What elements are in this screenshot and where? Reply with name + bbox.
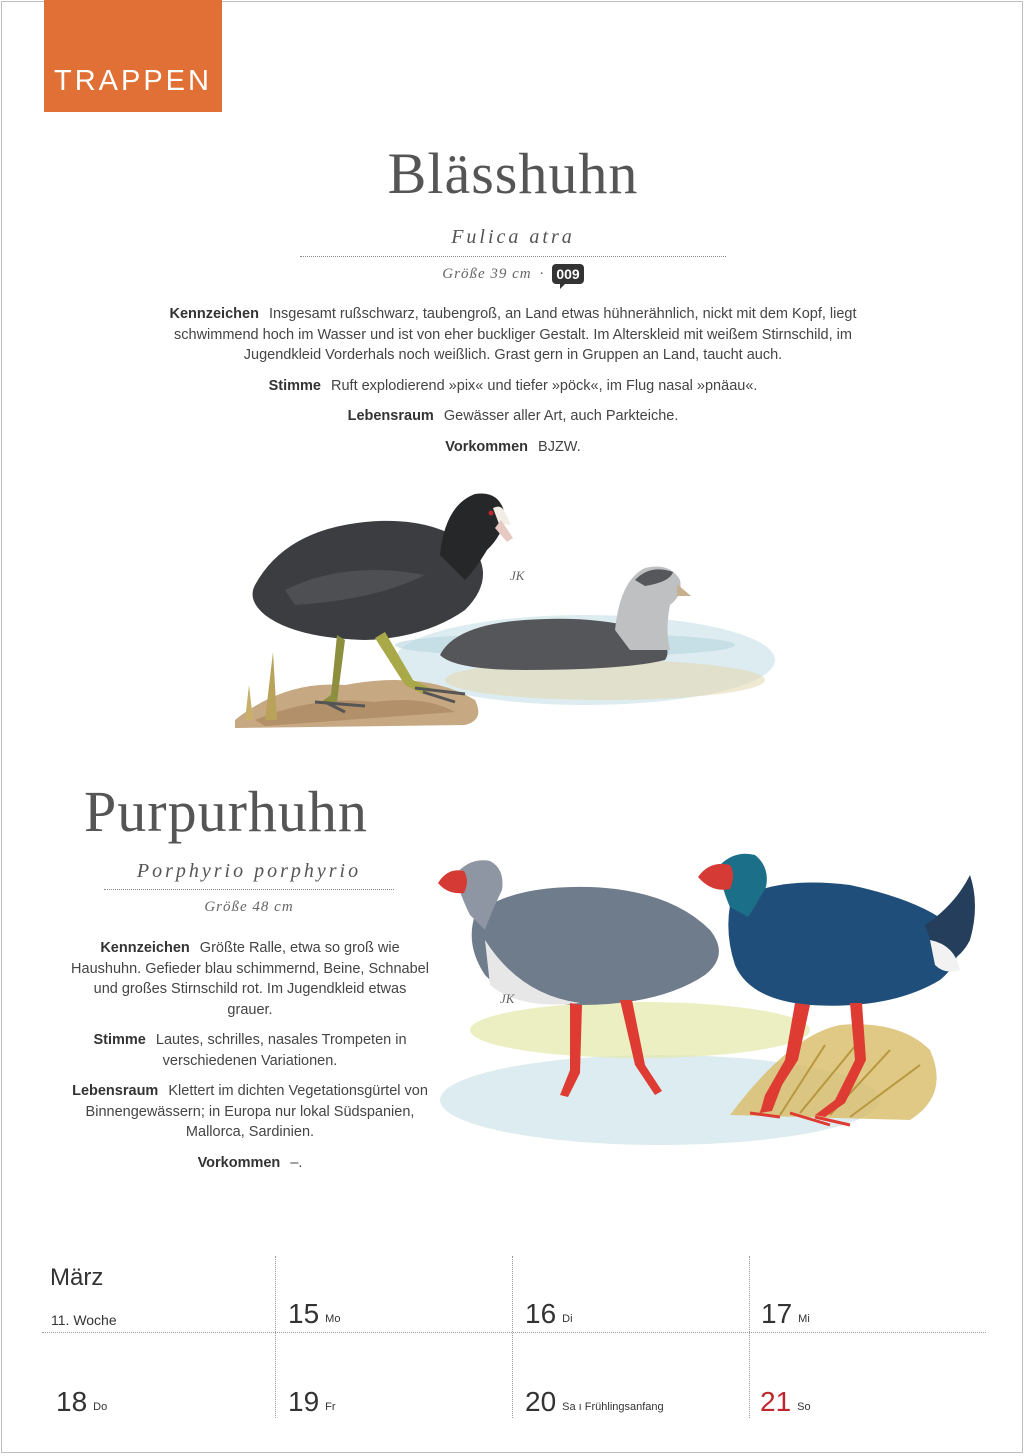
day-weekday: Di: [562, 1313, 573, 1325]
day-number: 18: [56, 1386, 88, 1417]
calendar-day-15[interactable]: [288, 1298, 340, 1330]
vorkommen-text: BJZW.: [538, 438, 581, 455]
lebensraum-label: Lebensraum: [347, 408, 434, 424]
calendar-day-20[interactable]: [525, 1386, 664, 1418]
species1-vorkommen: [150, 437, 876, 458]
day-weekday: Fr: [325, 1401, 336, 1413]
vorkommen-label: Vorkommen: [445, 438, 528, 455]
calendar-day-16[interactable]: [525, 1298, 573, 1330]
day-number: 19: [288, 1386, 320, 1417]
stimme-label: Stimme: [93, 1032, 146, 1048]
species2-kennzeichen: [70, 938, 430, 1020]
day-number: 17: [761, 1298, 793, 1329]
lebensraum-text: Klettert im dichten Vegetationsgürtel von Binnengewässern; in Europa nur lokal Südspanien, Mallorca, Sardinien.: [85, 1083, 428, 1140]
day-number: 15: [288, 1298, 320, 1329]
vorkommen-label: Vorkommen: [197, 1154, 281, 1171]
calendar-week: 11. Woche: [51, 1312, 117, 1328]
calendar-col-divider: [749, 1256, 750, 1418]
swamphen-illustration: [430, 845, 990, 1155]
stimme-text: Lautes, schrilles, nasales Trompeten in verschiedenen Variationen.: [155, 1032, 407, 1069]
species1-lebensraum: [150, 406, 876, 427]
species2-divider: [104, 889, 394, 890]
species2-lebensraum: [70, 1081, 430, 1143]
day-number: 20: [525, 1386, 557, 1417]
calendar-row-divider: [42, 1332, 986, 1333]
species2-size: Größe 48 cm: [204, 899, 294, 915]
day-number: 16: [525, 1298, 557, 1329]
species1-kennzeichen: [150, 304, 876, 366]
lebensraum-text: Gewässer aller Art, auch Parkteiche.: [443, 408, 679, 424]
day-weekday: Do: [93, 1401, 108, 1413]
kennzeichen-label: Kennzeichen: [169, 306, 259, 322]
species1-title: Blässhuhn: [387, 141, 639, 206]
species2-vorkommen: [70, 1153, 430, 1174]
species1-size-line: [0, 263, 1026, 283]
section-tab-label: TRAPPEN: [54, 65, 212, 97]
calendar-day-19[interactable]: [288, 1386, 336, 1418]
audio-track-badge: 009: [552, 264, 583, 284]
kennzeichen-label: Kennzeichen: [100, 940, 190, 956]
coot-illustration: [225, 480, 775, 735]
vorkommen-text: –.: [290, 1154, 303, 1171]
kennzeichen-text: Größte Ralle, etwa so groß wie Haushuhn. Gefieder blau schimmernd, Beine, Schnabel und großes Stirnschild rot. Im Jugendkleid etwas grauer.: [71, 940, 429, 1018]
species2-title: Purpurhuhn: [84, 779, 368, 844]
section-tab: [44, 0, 222, 112]
day-weekday: Sa ı Frühlingsanfang: [562, 1401, 664, 1413]
calendar-month: März: [50, 1264, 104, 1291]
day-weekday: So: [797, 1401, 811, 1413]
lebensraum-label: Lebensraum: [72, 1083, 159, 1099]
species1-divider: [300, 256, 726, 257]
species1-stimme: [150, 376, 876, 397]
stimme-text: Ruft explodierend »pix« und tiefer »pöck«, im Flug nasal »pnäau«.: [331, 377, 758, 394]
day-number: 21: [760, 1386, 792, 1417]
species2-stimme: [70, 1030, 430, 1071]
calendar-day-21[interactable]: [760, 1386, 811, 1418]
coot-artist-initials: JK: [510, 568, 525, 583]
calendar-col-divider: [275, 1256, 276, 1418]
calendar-col-divider: [512, 1256, 513, 1418]
size-separator: ·: [539, 266, 545, 282]
day-weekday: Mo: [325, 1313, 341, 1325]
swamphen-artist-initials: JK: [500, 991, 515, 1006]
calendar-day-18[interactable]: [56, 1386, 107, 1418]
kennzeichen-text: Insgesamt rußschwarz, taubengroß, an Land etwas hühnerähnlich, nickt mit dem Kopf, liegt schwimmend hoch im Wasser und ist von eher buckliger Gestalt. Im Alterskleid mit weißem Stirnschild, im Jugendkleid Vorderhals noch weißlich. Grast gern in Gruppen an Land, taucht auch.: [174, 306, 857, 363]
species1-size: Größe 39 cm: [442, 266, 532, 282]
species2-description: [70, 938, 430, 1183]
stimme-label: Stimme: [268, 377, 321, 394]
species1-scientific-name: Fulica atra: [451, 226, 575, 248]
calendar-day-17[interactable]: [761, 1298, 810, 1330]
species2-scientific-name: Porphyrio porphyrio: [136, 860, 362, 882]
day-weekday: Mi: [798, 1313, 810, 1325]
species1-description: [150, 304, 876, 467]
